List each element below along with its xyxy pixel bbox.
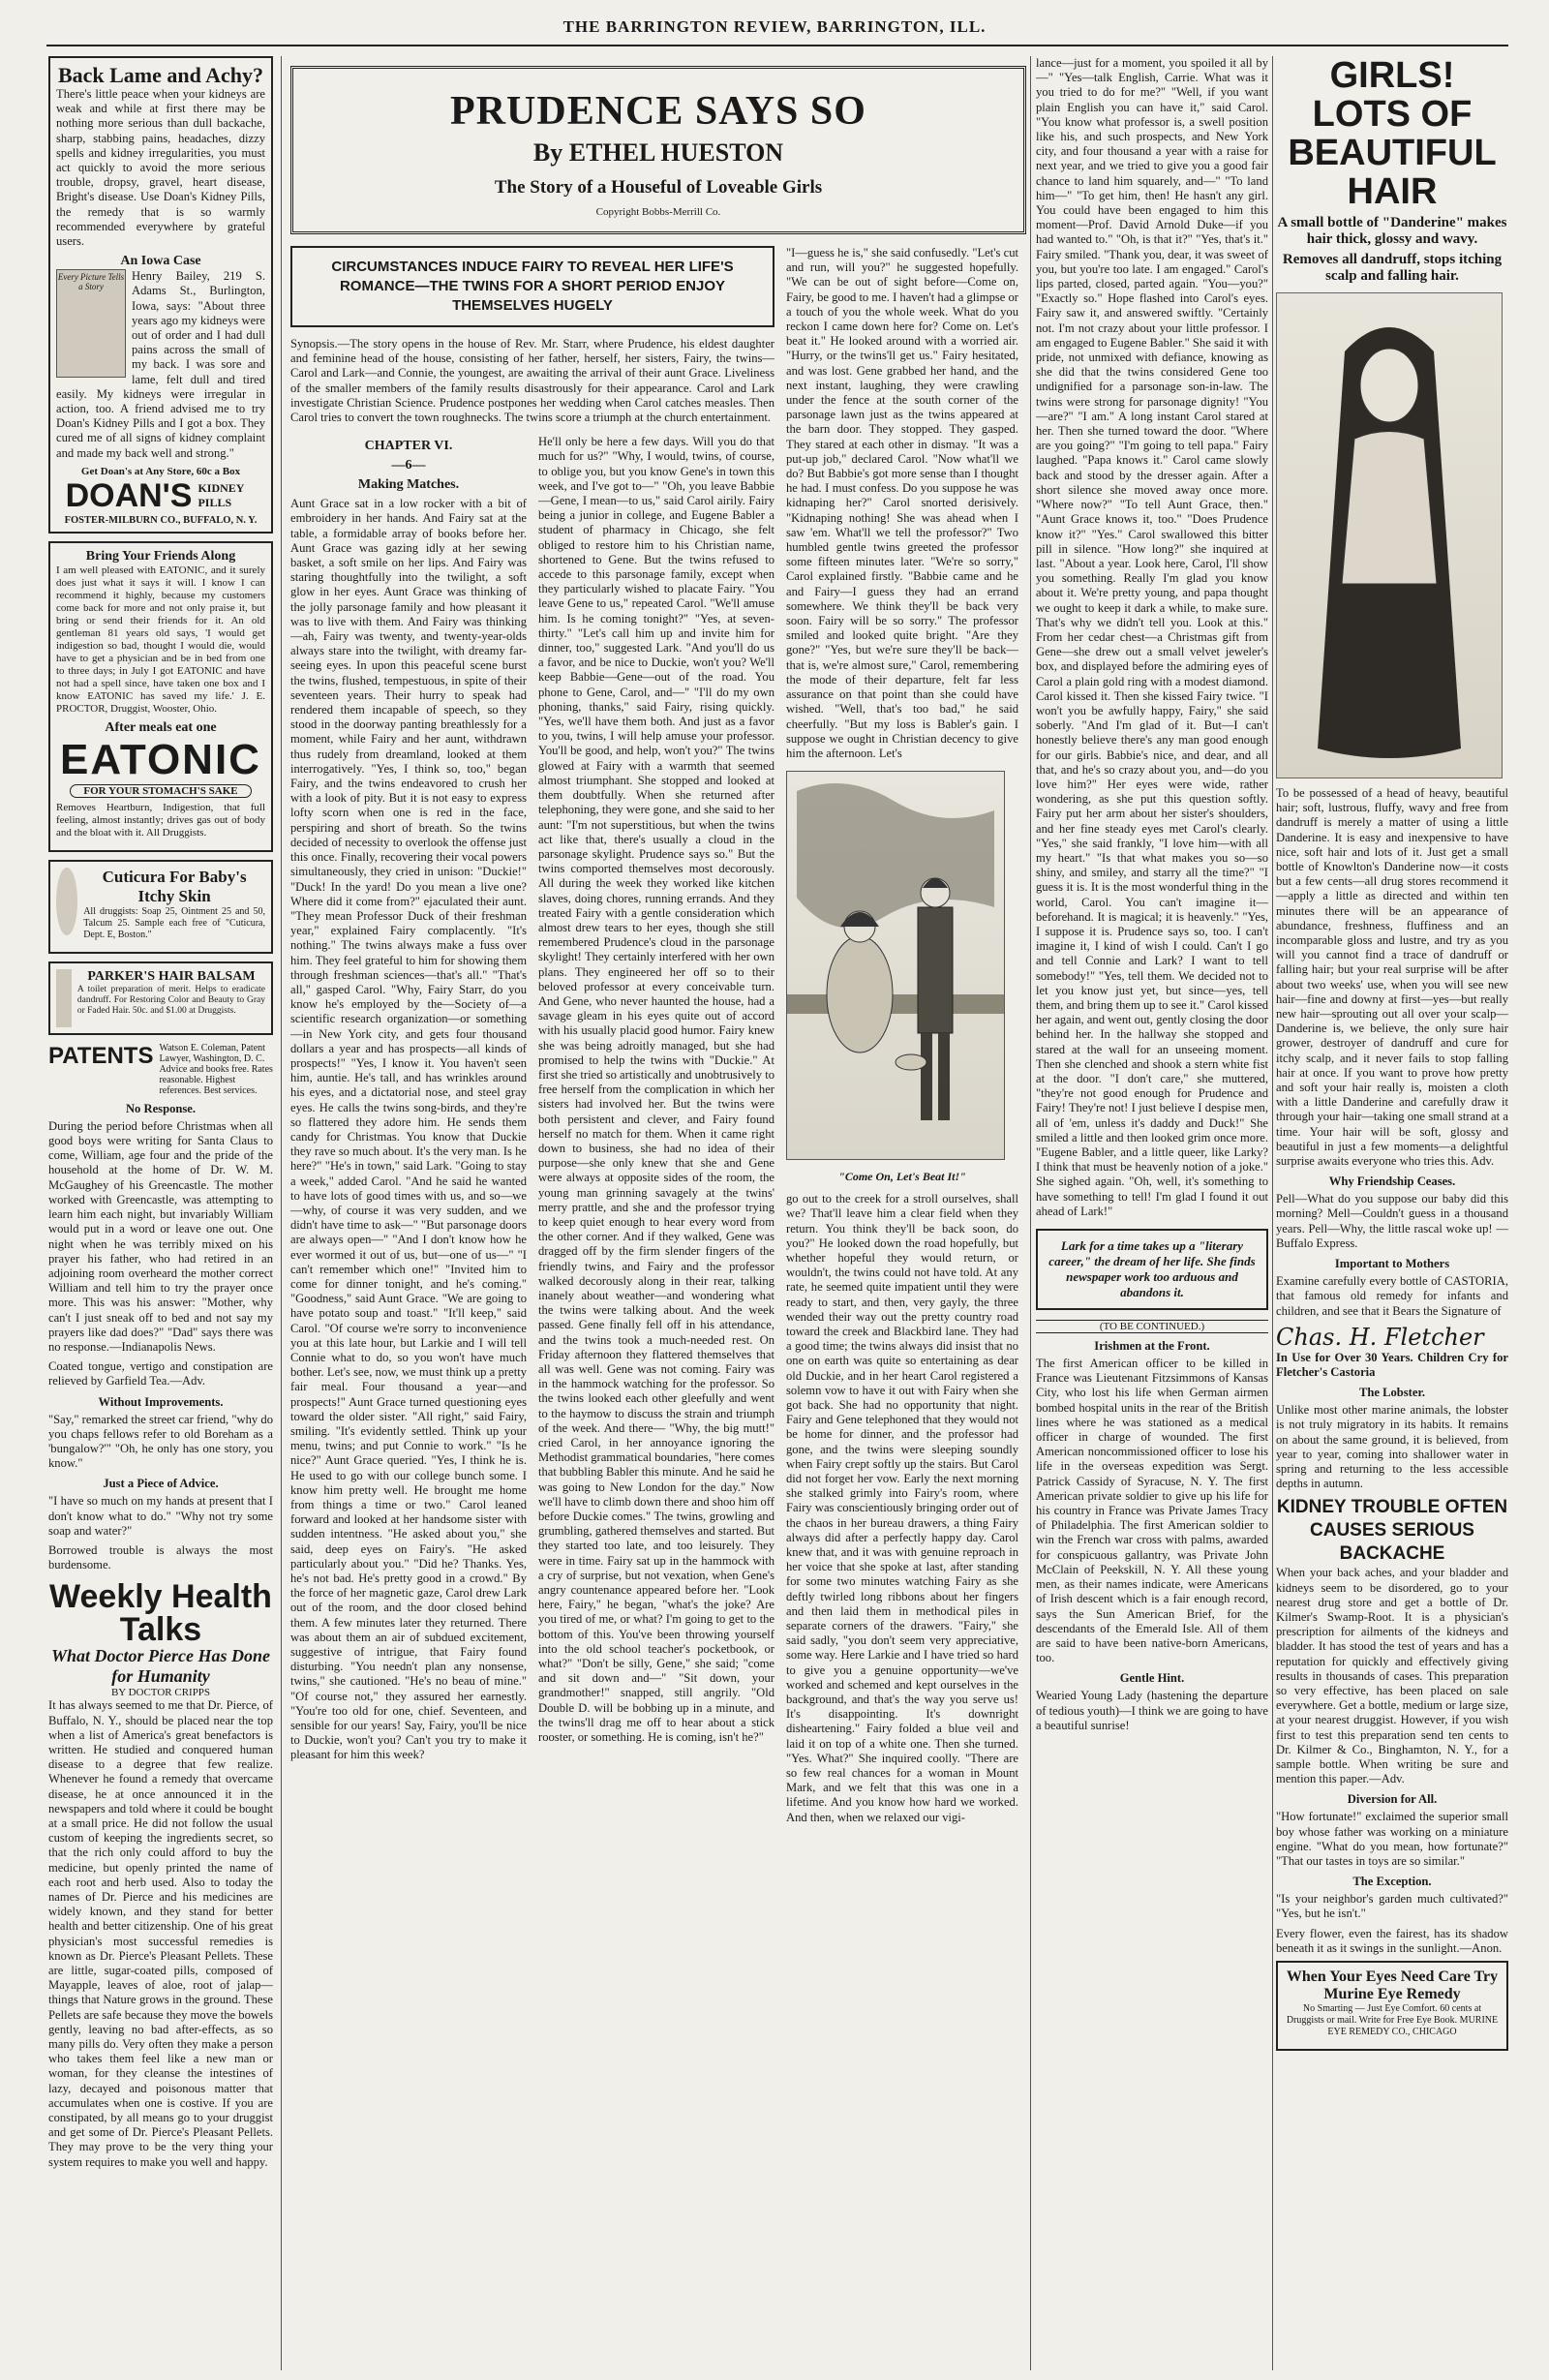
story-text: go out to the creek for a stroll ourselves, shall we? That'll leave him a clear field when they return. You think they'll be back soon, do you?" He looked down the road hopefully, but whether hopeful they would return, or wouldn't, the twins could not have told. At any rate, he seemed quite impatient until they were ready to start, and then, very gayly, the three wended their way out the pretty country road toward the creek and Blackbird lane. They had a good time; the twins always did insist that no one on earth was quite so entertaining as dear old Duckie, and in her heart Carol registered a solemn vow to have it out with Fairy when she got back. She had no opportunity that night. Fairy and Gene telephoned that they would not be home for dinner, and the professor had gone, and the twins were sleeping soundly when Fairy crept softly up the stairs. But Carol did not forget her vow. Early the next morning she stalked grimly into Fairy's room, where Fairy was conscientiously bringing order out of the chaos in her bureau drawers, a thing Fairy always did after a perfectly happy day. Carol knew that, and it was with genuine reproach in her voice that she spoke at last, after standing for some two minutes watching Fairy as she deftly twirled long ribbons about her fingers and then laid them in methodical piles in separate corners of the drawers. "Fairy," she said sadly, "you don't seem very appreciative, some way. Here Larkie and I have tried so hard to give you a genuine opportunity—we've worked and schemed and kept ourselves in the background, and that's the way you serve us! It's disappointing. It's downright disheartening." Fairy folded a blue veil and laid it on top of a white one. Then she turned. "Yes. What?" She inquired coolly. "There are so few real chances for a woman in Mount Mark, and we felt that this was one in a lifetime. And you know how hard we worked. And then, when we relaxed our vigi- [786,1192,1018,1824]
top-rule [46,45,1508,46]
castoria-tail: In Use for Over 30 Years. Children Cry for Fletcher's Castoria [1276,1350,1508,1379]
ad-headline: Bring Your Friends Along [85,548,236,564]
health-talks-byline: BY DOCTOR CRIPPS [110,1687,211,1699]
story-column [290,56,1026,2370]
murine-ad [1276,1961,1508,2051]
ad-body: There's little peace when your kidneys are weak and while at first there may be nothing more serious than dull backache, sharp, stabbing pains, headaches, dizzy spells and kidney irregularities, you must act quickly to avoid the more serious trouble, dropsy, gravel, heart disease, Bright's disease. Use Doan's Kidney Pills, the remedy that is so warmly recommended everywhere by grateful users. [56,87,265,249]
danderine-subhead-2: Removes all dandruff, stops itching scalp and falling hair. [1282,252,1503,284]
ad-store-line: Get Doan's at Any Store, 60c a Box [80,465,241,477]
story-illustration [786,771,1005,1160]
health-talks-body: It has always seemed to me that Dr. Pierce, of Buffalo, N. Y., should be placed near the top when a list of America's great benefactors is written. He studied and conquered human disease to a degree that few realize. Whenever he found a remedy that overcame disease, he at once announced it in the newspapers and told where it could be bought at a small price. He did not follow the usual custom of keeping the ingredients secret, so that the rich only could afford to buy the medicine, but openly printed the name of each root and herb used. Also to today the names of Dr. Pierce and his medicines are widely known, and they stand for better health and better citizenship. One of his great physician's most successful remedies is known as Dr. Pierce's Pleasant Pellets. These are little, sugar-coated pills, composed of Mayapple, leaves of aloe, root of jalap—things that Nature grows in the ground. These Pellets are safe because they move the bowels gently, leaving no bad after-effects, as so many pills do. Very often they make a person who takes them feel like a new man or woman, for they cleanse the intestines of lazy, decayed and poisonous matter that accumulates when one is costive. If you are constipated, by all means go to your druggist and get some of Dr. Pierce's Pleasant Pellets. They may prove to be the very thing your system requires to make you well and happy. [48,1698,273,2169]
article-heading: No Response. [125,1101,197,1115]
man-illustration: Every Picture Tells a Story [56,269,126,378]
article-heading: Gentle Hint. [1119,1671,1185,1686]
eatonic-logo: EATONIC [60,735,261,783]
ad-subhead: An Iowa Case [120,254,201,269]
story-text: "I—guess he is," she said confusedly. "Let's cut and run, will you?" he suggested hopefully. "We can be out of sight before—Come on, Fairy, be good to me. I haven't had a glimpse or a touch of you the whole week. What do you reckon I came down here for? Come on. Let's beat it." He looked around with a worried air. "Hurry, or the twins'll get us." Fairy hesitated, and was lost. Gene grabbed her hand, and the next instant, laughing, they were crawling under the fence at the south corner of the parsonage lawn just as the twins appeared at the barn door. They stopped. They gasped. They stared at each other in dismay. "It was a put-up job," declared Carol. "Now what'll we do? But Babbie's got more sense than I thought he had. I must confess. Do you suppose he was kidnaping her?" Carol snorted derisively. "Kidnaping nothing! She was ahead when I saw 'em. What'll we tell the professor?" Two humbled gentle twins greeted the professor some fifteen minutes later. "We're so sorry," Carol explained firstly. "Babbie came and he and Fairy—I guess they had an errand somewhere. We think they'll be back very soon. Fairy will be so sorry." The professor smiled and looked quite bright. "Are they gone?" "Yes, but we're sure they'll be back—that is, we're almost sure," Carol, remembering the mode of their departure, felt far less assurance on that point than she could have wished. "Well, that's too bad," he said cheerfully. "But my loss is Babler's gain. I suppose we ought in Christian decency to give him the afternoon. Let's [786,246,1018,760]
story-text: Aunt Grace sat in a low rocker with a bit of embroidery in her hands. And Fairy sat at the table, a formidable array of books before her. Aunt Grace was gazing idly at her sewing basket, a soft smile on her lips. And Fairy was staring thoughtfully into the twilight, a soft glow in her eyes. Aunt Grace was thinking of the jolly parsonage family and how pleasant it was to live with them. And Fairy was thinking—ah, Fairy was twenty, and twenty-year-olds always stare into the twilight, with dreamy far-seeing eyes. In upon this peaceful scene burst the twins, flushed, tempestuous, in spite of their seventeen years. Their hurry to speak had rendered them incapable of speech, so they stood in the doorway panting breathlessly for a moment, while Fairy and her aunt, withdrawn thus rudely from dreamland, looked at them interrogatively. "Yes, I think so, too," began Fairy, and the twins endeavored to crush her with a look of pity. But it is not easy to express lofty scorn when one is red in the face, perspiring and short of breath. So the twins decided of necessity to overlook the offense just this once. Finally, recovering their vocal powers simultaneously, they cried in unison: "Duckie!" "Duck! In the yard! Do you mean a live one? Where did it come from?" ejaculated their aunt. "They mean Professor Duck of their freshman year," explained Fairy complacently. "It's nothing." The twins always make a fuss over him. They feel grateful to him for showing them through freshman sciences—that's all." "That's all," gasped Carol. "Why, Fairy Starr, do you know he's employed by the—Society of—a scientific research organization—or something—in New York city, and gets four thousand dollars a year and has prospects—all kinds of prospects!" "Yes, I know it. You haven't seen him, auntie. He's tall, and has wrinkles around his eyes, and a dictatorial nose, and steel gray eyes. He calls the twins song-birds, and they're so flattered they adore him. He sends them candy for Christmas. You know that Duckie they rave so much about. It's the very man. Is he here?" "He's in town," said Lark. "Going to stay a week," added Carol. "And he said he wanted to have lots of good times with us, and so—we—why, of course it was very sudden, and we didn't have time to ask—" "But parsonage doors are always open—" "And I don't know how he ever wormed it out of us, but—one of us—" "I can't remember which one!" "Invited him to come for dinner tonight, and he's coming." "Goodness," said Aunt Grace. "We are going to have potato soup and toast." "It'll keep," said Carol. "Of course we're sorry to inconvenience you at this late hour, but Larkie and I will tell Connie what to do, so you won't have much bother. Let's see, now, we must think up a pretty fair meal. Four thousand a year—and prospects!" Aunt Grace turned questioning eyes toward the older sister. "All right," said Fairy, smiling. "It's evidently settled. Think up your menu, twins; and put Connie to work." "Is he nice?" Aunt Grace queried. "Yes, I think he is. He used to go with our college bunch some. I know him pretty well. He brought me home from things a time or two." Carol leaned forward and looked at her handsome sister with sudden intentness. "He asked about you," she said, deep eyes on Fairy's. "He asked particularly about you." "Did he? Thanks. Yes, he's not bad. He's pretty good in a crowd." By the force of her magnetic gaze, Carol drew Lark out of the room, and the door closed behind them. A few minutes later they returned. There was about them an air of subdued excitement, suggestive of intrigue, that Fairy found disturbing. "You needn't plan any nonsense, twins," she cautioned. "He's no beau of mine." "Of course not," they assured her earnestly. "You're too old for one, chief. Seventeen, and sensible for our years! Say, Fairy, you'll be nice to Duckie, won't you? Can't you try to make it pleasant for him this week? [290,497,527,1762]
article-heading: Diversion for All. [1347,1792,1438,1807]
story-continuation-column [1036,56,1268,2370]
doans-side: KIDNEY PILLS [197,481,244,510]
ad-body: A toilet preparation of merit. Helps to eradicate dandruff. For Restoring Color and Beauty to Gray or Faded Hair. 50c. and $1.00 at Druggists. [76,984,265,1016]
story-headline-box [290,66,1026,234]
ad-pretitle: After meals eat one [105,719,217,735]
story-text: He'll only be here a few days. Will you do that much for us?" "Why, I would, twins, of course, to oblige you, but you know Gene's in town this week, and I've got to—" "Oh, you leave Babbie—Gene, I mean—to us," said Carol airily. Fairy being a junior in college, and Eugene Babler a student of pharmacy in Chicago, she felt obliged to restore him to his Christian name, shortened to Gene. But the twins refused to accede to this parsonage family, except when they particularly wished to placate Fairy. "You leave Gene to us," repeated Carol. "We'll amuse him. Is he coming tonight?" "Yes, at seven-thirty." "Let's call him up and invite him for dinner, too," suggested Lark. "And you'll do us a favor, and be nice to Duckie, won't you? We'll keep Babbie—Gene—out of the road. You phone to Gene, Carol, and—" "I'll do my own phoning, thanks," said Fairy, rising quickly. "Yes, we'll have them both. And just as a favor to you, twins, I will help amuse your professor. You'll be good, and help, won't you?" The twins glowed at Fairy with a warmth that seemed almost triumphant. She stopped and looked at them doubtfully. When she returned after telephoning, they were gone, and she said to her aunt: "I'm not superstitious, but when the twins act like that, there's usually a cloud in the parsonage skylight. Prudence says so." But the twins comported themselves most decorously. All during the week they worked like kitchen slaves, doing chores, running errands. And they treated Fairy with a gentle consideration which almost drew tears to her eyes, though she still remembered Prudence's cloud in the parsonage skylight! They certainly interfered with her own plans. They engineered her off so to their beloved professor at every conceivable turn. And Gene, who never haunted the house, had a savage gleam in his eyes quite out of accord with his usually placid good humor. Fairy knew she was being adroitly managed, but she had promised to help the twins with "Duckie." At first she tried so artistically and unobtrusively to free herself from the complication in which her sisters had involved her. But the twins were both persistent and clever, and Fairy found herself no match for them. When it came right down to business, she had no idea of their purpose—she only knew that she and Gene were always at opposite sides of the room, the young man grinning savagely at the twins' merry prattle, and she and the professor trying to keep quiet enough to hear every word from the other corner. And if they walked, Gene was dragged off by the firm slender fingers of the friendly twins, and Fairy and the professor walked decorously along in their rear, talking inanely about weather—and wondering what the twins were talking about. And the week passed. Gene finally fell off in his attendance, and the twins took a much-needed rest. On Friday afternoon they flattered themselves that all was well. Gene was not coming. Fairy was in the hammock watching for the professor. So the twins looked each other gleefully and went to the haymow to discuss the strain and triumph of the week. And there— "Why, the big mutt!" cried Carol, in her annoyance ignoring the Methodist grammatical boundaries, "here comes that bubbling Babler this minute. And he said he was going to New London for the day." Now we'll have to climb down there and shoo him off before Duckie comes." The twins, growling and grumbling, gathered themselves and started. But they started too late, and too leisurely. They were in time. Fairy sat up in the hammock with a cry of surprise, but not vexation, when Gene's angry countenance appeared before her. "Look here, Fairy," he began, "what's the joke? Are you tired of me, or what? I'm going to get to the bottom of this. You've been throwing yourself into the old school teacher's pocketbook, or what?" "Don't be silly, Gene," she said; "come and sit down and—" "Sit down, your grandmother!" snapped, still angrily. "Old Double D. will be bobbing up in a minute, and the twins'll drag me off to hear about a stick rooster, or something. He is coming, isn't he?" [538,435,774,1745]
article-body: "Is your neighbor's garden much cultivated?" "Yes, but he isn't." [1276,1892,1508,1921]
article-body: Wearied Young Lady (hastening the departure of tedious youth)—I think we are going to have a beautiful sunrise! [1036,1689,1268,1732]
woman-portrait [1276,292,1503,778]
article-heading: Without Improvements. [98,1394,224,1409]
to-be-continued: (TO BE CONTINUED.) [1036,1320,1268,1333]
article-heading: The Exception. [1352,1875,1432,1889]
ad-body: Removes Heartburn, Indigestion, that full feeling, almost instantly; drives gas out of body and the bloat with it. All Druggists. [56,801,265,839]
couple-illustration [787,772,1004,1159]
filler-text: Every flower, even the fairest, has its shadow beneath it as it swings in the sunlight.—Anon. [1276,1926,1508,1955]
column-rule [281,56,282,2370]
article-heading: Irishmen at the Front. [1094,1339,1210,1354]
article-body: "I have so much on my hands at present that I don't know what to do." "Why not try some soap and water?" [48,1494,273,1538]
ad-headline: PATENTS [48,1042,154,1069]
castoria-heading: Important to Mothers [1334,1257,1450,1271]
eatonic-tagline: FOR YOUR STOMACH'S SAKE [70,784,252,798]
kidney-headline: KIDNEY TROUBLE OFTEN CAUSES SERIOUS BACKACHE [1276,1497,1508,1565]
danderine-subhead: A small bottle of "Danderine" makes hair thick, glossy and wavy. [1277,215,1507,247]
doans-company: FOSTER-MILBURN CO., BUFFALO, N. Y. [64,514,258,526]
health-talks-subhead: What Doctor Pierce Has Done for Humanity [51,1646,270,1687]
fletcher-signature: Chas. H. Fletcher [1276,1323,1484,1351]
long-hair-illustration [1277,293,1502,778]
story-subtitle: The Story of a Houseful of Loveable Girls [494,177,823,198]
parker-ad [48,961,273,1035]
castoria-body: Examine carefully every bottle of CASTORIA, that famous old remedy for infants and children, and see that it Bears the Signature of [1276,1274,1508,1318]
danderine-headline: GIRLS! LOTS OF BEAUTIFUL HAIR [1288,56,1497,212]
murine-headline: When Your Eyes Need Care Try Murine Eye Remedy [1286,1968,1499,2002]
column-1-ads [48,56,273,2370]
eatonic-ad [48,541,273,852]
article-body: During the period before Christmas when all good boys were writing for Santa Claus to come, William, age four and the pride of the household at the home of Dr. W. M. McGaughey of his Greencastle. The mother worked with Greencastle, was attempting to learn him each night, but invariably William would put in a word or leave one out. One night when he was terribly mixed on his prayer his father, who had retired in an adjoining room overheard the mother correct William and tell him to try the prayer once more. This was his answer: "Mother, why can't I just sneak off to bed and not say my prayers like dad does?" "Dad" says there was no response.—Indianapolis News. [48,1118,273,1354]
article-body: Pell—What do you suppose our baby did this morning? Mell—Couldn't guess in a thousand years. Pell—Why, the little rascal woke up! —Buffalo Express. [1276,1192,1508,1250]
ad-body: Watson E. Coleman, Patent Lawyer, Washington, D. C. Advice and books free. Rates reasonable. Highest references. Best services. [159,1042,273,1096]
story-text: lance—just for a moment, you spoiled it all by—" "Yes—talk English, Carrie. What was it you tried to do for me?" "Well, if you want plain English you can have it," said Carol. "You know what professor is, a swell position like his, and such prospects, and New York city, and four thousand a year with a raise for next year, and we tried to give you a good fair chance to land him squarely, and—" "To land him—" "To get him, then! He hasn't any girl. You could have been engaged to him this moment—Prof. David Arnold Duke—if you had wanted to." "Oh, is that it?" "Yes, that's it." Fairy smiled. "Thank you, dear, it was sweet of you, but you're too late. I am engaged." Carol's lips parted, closed, parted again. "You—you?" "Exactly so." Hope flashed into Carol's eyes. Fairy saw it, and answered swiftly. "Certainly not. I'm not crazy about your little professor. I am engaged to Eugene Babler." She said it with pride, not unmixed with defiance, knowing as she did that the twins considered Gene too undignified for a parsonage son-in-law. The twins were strong for parsonage dignity! "You—are?" "I am." A long instant Carol stared at her. Then she turned toward the door. "Where are you going?" "I'm going to tell papa." Fairy laughed. "Papa knows it." Carol came slowly back and stood by the dresser again. After a short silence she moved away once more. "Where now?" "To tell Aunt Grace, then." "Aunt Grace knows it, too." "Does Prudence know it?" "Yes." Carol swallowed this bitter pill in silence. "How long?" she inquired at last. "About a year. Look here, Carol, I'll show you something. Really I'm glad you know about it. We're pretty young, and papa thought we ought to keep it dark a while, to make sure. That's why we didn't tell you. Look at this." From her cedar chest—a Christmas gift from Gene—she drew out a small velvet jeweler's box, and displayed before the admiring eyes of Carol a plain gold ring with a modest diamond. Carol kissed it. Then she kissed Fairy twice. "I won't you be awfully happy, Fairy," she said soberly. "And I'm glad of it. But—I can't honestly believe there's any man good enough for our girls. Babbie's nice, and dear, and all that, and he's so crazy about you, and—do you love him?" Her eyes were wide, rather wondering, as she put this question softly. Fairy put her arm about her sister's shoulders, and her fine steady eyes met Carol's clearly. "Yes," she said frankly, "I love him—with all my heart." "Is that what makes you so—so shiny, and smiley, and starry all the time?" "I guess it is. It is the most wonderful thing in the world, Carol. You can't imagine it—beforehand. It is magical; it is heavenly." "Yes, I suppose it is. Prudence says so, too. I can't imagine it, I kind of wish I could. Can't I go and tell Connie and Lark? I want to tell somebody!" "Yes, tell them. We decided not to let you know just yet, but since—yes, tell them, and bring them up to see it." Carol kissed her again, and went out, gently closing the door behind her. In the hallway she stopped and stared at the wall for an unseeing moment. Then she clenched and shook a stern white fist at the door. "I don't care," she muttered, "they're not good enough for Prudence and Fairy! They're not! I just believe I despise men, all of 'em, unless it's daddy and Duck!" She smiled a little and then looked grim once more. "Eugene Babler, and a little queer, like Larky? I think that must be heavenly notion of a joke." She sighed again. "Oh, well, it's something to have something to tell! I'm glad I found it out ahead of Lark!" [1036,56,1268,1218]
article-body: "Say," remarked the street car friend, "why do you chaps fellows refer to old Boreham as a 'bungalow?'" "Oh, he only has one story, you know." [48,1412,273,1471]
cuticura-ad [48,860,273,954]
chapter-title: Making Matches. [357,477,460,493]
story-byline: By ETHEL HUESTON [532,138,784,167]
filler-text: Borrowed trouble is always the most burdensome. [48,1542,273,1572]
ad-testimonial: Henry Bailey, 219 S. Adams St., Burlington, Iowa, says: "About three years ago my kidneys were out of order and I had dull pains across the small of my back. I was sore and lame, felt dull and tired easily. My kidneys were irregular in action, too. A friend advised me to try Doan's Kidney Pills and I got a box. They cured me of all signs of kidney complaint and made my back well and strong." [56,269,265,460]
illustration-caption: "Come On, Let's Beat It!" [838,1170,966,1184]
article-heading: The Lobster. [1358,1386,1426,1400]
column-4-ads [1276,56,1508,2370]
next-installment-callout: Lark for a time takes up a "literary career," the dream of her life. She finds newspaper work too arduous and abandons it. [1036,1229,1268,1310]
ad-headline: Back Lame and Achy? [57,63,264,87]
masthead: THE BARRINGTON REVIEW, BARRINGTON, ILL. [562,17,987,36]
filler-text: Coated tongue, vertigo and constipation are relieved by Garfield Tea.—Adv. [48,1359,273,1388]
danderine-body: To be possessed of a head of heavy, beautiful hair; soft, lustrous, fluffy, wavy and free from dandruff is merely a matter of using a little Danderine. It is easy and inexpensive to have nice, soft hair and lots of it. Just get a small bottle of Knowlton's Danderine now—it costs but a few cents—all drug stores recommend it—apply a little as directed and within ten minutes there will be an appearance of abundance, freshness, fluffiness and an incomparable gloss and lustre, and try as you will you cannot find a trace of dandruff or falling hair; but your real surprise will be after about two weeks' use, when you will see new hair—fine and downy at first—yes—but really new hair—sprouting out all over your scalp—Danderine is, we believe, the only sure hair grower, destroyer of dandruff and cure for itchy scalp, and it never fails to stop falling hair at once. If you want to prove how pretty and soft your hair really is, moisten a cloth with a little Danderine and carefully draw it through your hair—taking one small strand at a time. Your hair will be soft, glossy and beautiful in just a few moments—a delightful surprise awaits everyone who tries this. Adv. [1276,786,1508,1169]
health-talks-headline: Weekly Health Talks [49,1578,272,1649]
article-body: The first American officer to be killed in France was Lieutenant Fitzsimmons of Kansas City, who lost his life when German airmen bombed hospital units in the rear of the British lines where he was stationed as a medical officer in charge of wounded. The first American noncommissioned officer to lose his life in the overseas expedition was Sergt. Patrick Cassidy of Syracuse, N. Y. The first American private soldier to give up his life for his country in France was Private James Tracy of Philadelphia. The first American soldier to win the French war cross with palms, awarded for conspicuous gallantry, was Private John McClain of Peekskill, N. Y. All these young men, as their names indicate, were Americans of Irish descent which is a fair enough record, says the Sun American Brief, for the descendants of the Emerald Isle. All of them are said to have been native-born Americans, too. [1036,1357,1268,1665]
article-body: Unlike most other marine animals, the lobster is not truly migratory in its habits. It remains on about the same ground, it is believed, from year to year, coming into shallower water in spring and returning to the less accessible depths in autumn. [1276,1403,1508,1491]
story-deck: CIRCUMSTANCES INDUCE FAIRY TO REVEAL HER LIFE'S ROMANCE—THE TWINS FOR A SHORT PERIOD ENJOY THEMSELVES HUGELY [290,246,774,327]
ad-headline: PARKER'S HAIR BALSAM [87,968,256,984]
column-rule [1272,56,1273,2370]
ad-body: All druggists: Soap 25, Ointment 25 and 50, Talcum 25. Sample each free of "Cuticura, Dept. E, Boston." [83,905,265,940]
woman-illustration [56,969,72,1027]
story-copyright: Copyright Bobbs-Merrill Co. [595,206,721,218]
story-synopsis: Synopsis.—The story opens in the house of Rev. Mr. Starr, where Prudence, his eldest daughter and feminine head of the house, consisting of her father, herself, her sisters, Fairy, the twins—Carol and Lark—and Connie, the youngest, are awaiting the arrival of their aunt Grace. Liveliness of the smaller members of the family results disastrously for their appearance. Carol and Lark investigate Christian Science. Prudence postpones her wedding when Carol catches measles. Then Carol tries to convert the town roughnecks. The twins score a triumph at the church entertainment. [290,337,774,425]
kidney-body: When your back aches, and your bladder and kidneys seem to be disordered, go to your nearest drug store and get a bottle of Dr. Kilmer's Swamp-Root. It is a physician's prescription for ailments of the kidneys and bladder. It has stood the test of years and has a reputation for quickly and effectively giving results in thousands of cases. This preparation so very effective, has been placed on sale everywhere. Get a bottle, medium or large size, at your nearest druggist. However, if you wish first to test this preparation send ten cents to Dr. Kilmer & Co., Binghamton, N. Y., for a sample bottle. When writing be sure and mention this paper.—Adv. [1276,1566,1508,1786]
chapter-number: CHAPTER VI. [364,439,453,454]
article-heading: Why Friendship Ceases. [1328,1175,1456,1189]
story-title: PRUDENCE SAYS SO [450,89,866,134]
ad-body: I am well pleased with EATONIC, and it surely does just what it says it will. I know I can recommend it highly, because my customers come back for more and not only praise it, but bring or send their friends for it. An old gentleman 81 years old says, 'I would get indigestion so bad, thought I would die, would have to get a physician and be in bed from one to three days; in July I got EATONIC and have not had a spell since, have taken one box and I know EATONIC has saved my life.' J. E. PROCTOR, Druggist, Wooster, Ohio. [56,564,265,715]
doans-ad [48,56,273,534]
article-heading: Just a Piece of Advice. [103,1477,219,1491]
chapter-ornament: —6— [391,458,426,473]
doans-brand: DOAN'S [65,476,193,514]
column-rule [1030,56,1031,2370]
patents-ad [48,1043,273,1096]
article-body: "How fortunate!" exclaimed the superior small boy whose father was working on a miniature engine. "What do you mean, how fortunate?" "That our tastes in toys are so similar." [1276,1810,1508,1868]
ad-headline: Cuticura For Baby's Itchy Skin [102,867,247,905]
baby-illustration [56,868,77,935]
murine-body: No Smarting — Just Eye Comfort. 60 cents at Druggists or mail. Write for Free Eye Book. MURINE EYE REMEDY CO., CHICAGO [1286,2003,1499,2037]
